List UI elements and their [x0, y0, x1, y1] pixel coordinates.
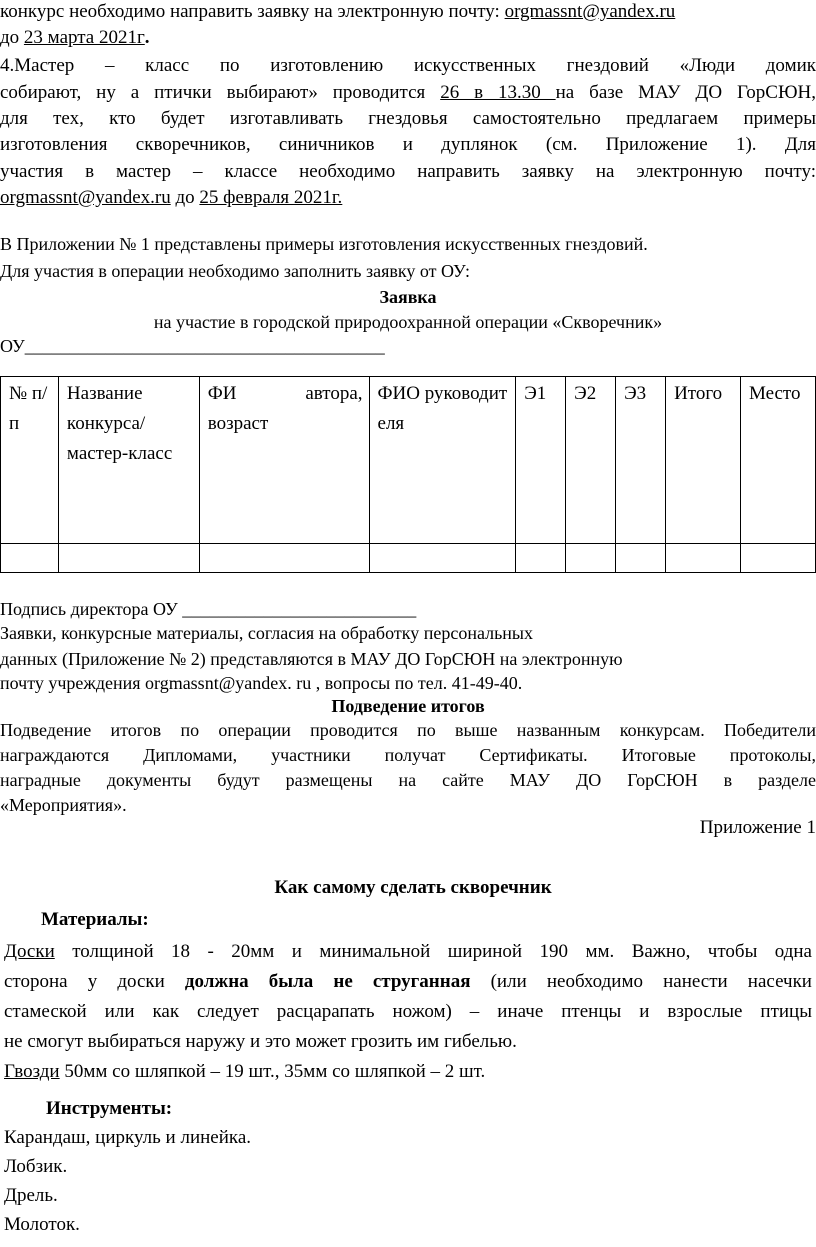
tools-title: Инструменты: [46, 1098, 173, 1119]
email-link[interactable]: orgmassnt@yandex.ru [504, 1, 676, 22]
results-line3: наградные документы будут размещены на сайте МАУ ДО ГорСЮН в разделе [0, 770, 816, 790]
email-link[interactable]: orgmassnt@yandex.ru [0, 187, 171, 208]
col-e3: Э3 [616, 377, 666, 544]
event-time: 26 в 13.30 [440, 82, 556, 103]
results-line4: «Мероприятия». [0, 795, 127, 815]
table-cell[interactable] [58, 544, 199, 573]
table-cell[interactable] [516, 544, 566, 573]
para1-line2: до 23 марта 2021г. [0, 27, 150, 48]
deadline-date: 25 февраля 2021г. [199, 187, 343, 208]
table-row [1, 544, 816, 573]
table-cell[interactable] [666, 544, 741, 573]
para2-line5: участия в мастер – классе необходимо направить заявку на электронную почту: [0, 161, 816, 182]
para2-line6: orgmassnt@yandex.ru до 25 февраля 2021г. [0, 187, 343, 208]
materials-line1: Доски толщиной 18 - 20мм и минимальной шириной 190 мм. Важно, чтобы одна [4, 941, 812, 962]
para1-line1: конкурс необходимо направить заявку на электронную почту: orgmassnt@yandex.ru [0, 1, 676, 22]
col-contest: Название конкурса/ мастер-класс [58, 377, 199, 544]
apps-line2: данных (Приложение № 2) представляются в МАУ ДО ГорСЮН на электронную [0, 649, 623, 669]
para2-line2: собирают, ну а птички выбирают» проводится 26 в 13.30 на базе МАУ ДО ГорСЮН, [0, 82, 816, 103]
table-cell[interactable] [566, 544, 616, 573]
col-total: Итого [666, 377, 741, 544]
table-header-row [1, 377, 816, 544]
tool-item: Молоток. [4, 1214, 80, 1235]
application-table [0, 376, 816, 573]
director-signature: Подпись директора ОУ __________________________ [0, 599, 417, 619]
results-line2: награждаются Дипломами, участники получат Сертификаты. Итоговые протоколы, [0, 745, 816, 765]
form-title: Заявка [379, 287, 437, 307]
note-appendix: В Приложении № 1 представлены примеры изготовления искусственных гнездовий. [0, 234, 648, 254]
materials-line3: стамеской или как следует расцарапать ножом) – иначе птенцы и взрослые птицы [4, 1001, 812, 1022]
table-cell[interactable] [616, 544, 666, 573]
results-title: Подведение итогов [331, 696, 485, 716]
tool-item: Дрель. [4, 1185, 58, 1206]
table-cell[interactable] [740, 544, 815, 573]
materials-line2: сторона у доски должна была не струганная (или необходимо нанести насечки [4, 971, 812, 992]
para2-line4: изготовления скворечников, синичников и дуплянок (см. Приложение 1). Для [0, 134, 816, 155]
para2-line1: 4.Мастер – класс по изготовлению искусственных гнездовий «Люди домик [0, 55, 816, 76]
col-e1: Э1 [516, 377, 566, 544]
table-cell[interactable] [369, 544, 516, 573]
note-application: Для участия в операции необходимо заполнить заявку от ОУ: [0, 261, 471, 281]
deadline-date: 23 марта 2021г [23, 27, 145, 48]
table-cell[interactable] [1, 544, 59, 573]
table-cell[interactable] [199, 544, 369, 573]
results-line1: Подведение итогов по операции проводится по выше названным конкурсам. Победители [0, 720, 816, 740]
col-supervisor: ФИО руководителя [369, 377, 516, 544]
howto-title: Как самому сделать скворечник [274, 877, 552, 898]
materials-title: Материалы: [41, 909, 149, 930]
apps-line3: почту учреждения orgmassnt@yandex. ru , вопросы по тел. 41-49-40. [0, 673, 523, 693]
materials-line5: Гвозди 50мм со шляпкой – 19 шт., 35мм со шляпкой – 2 шт. [4, 1061, 486, 1082]
col-author: ФИ автора, возраст [199, 377, 369, 544]
col-e2: Э2 [566, 377, 616, 544]
tool-item: Лобзик. [4, 1156, 68, 1177]
form-subtitle: на участие в городской природоохранной операции «Скворечник» [153, 312, 663, 332]
apps-line1: Заявки, конкурсные материалы, согласия на обработку персональных [0, 623, 534, 643]
col-number: № п/п [1, 377, 59, 544]
tool-item: Карандаш, циркуль и линейка. [4, 1127, 252, 1148]
para2-line3: для тех, кто будет изготавливать гнездовья самостоятельно предлагаем примеры [0, 108, 816, 129]
appendix-label: Приложение 1 [699, 817, 816, 838]
materials-line4: не смогут выбираться наружу и это может грозить им гибелью. [4, 1031, 517, 1052]
ou-line: ОУ________________________________________ [0, 336, 385, 356]
col-place: Место [740, 377, 815, 544]
